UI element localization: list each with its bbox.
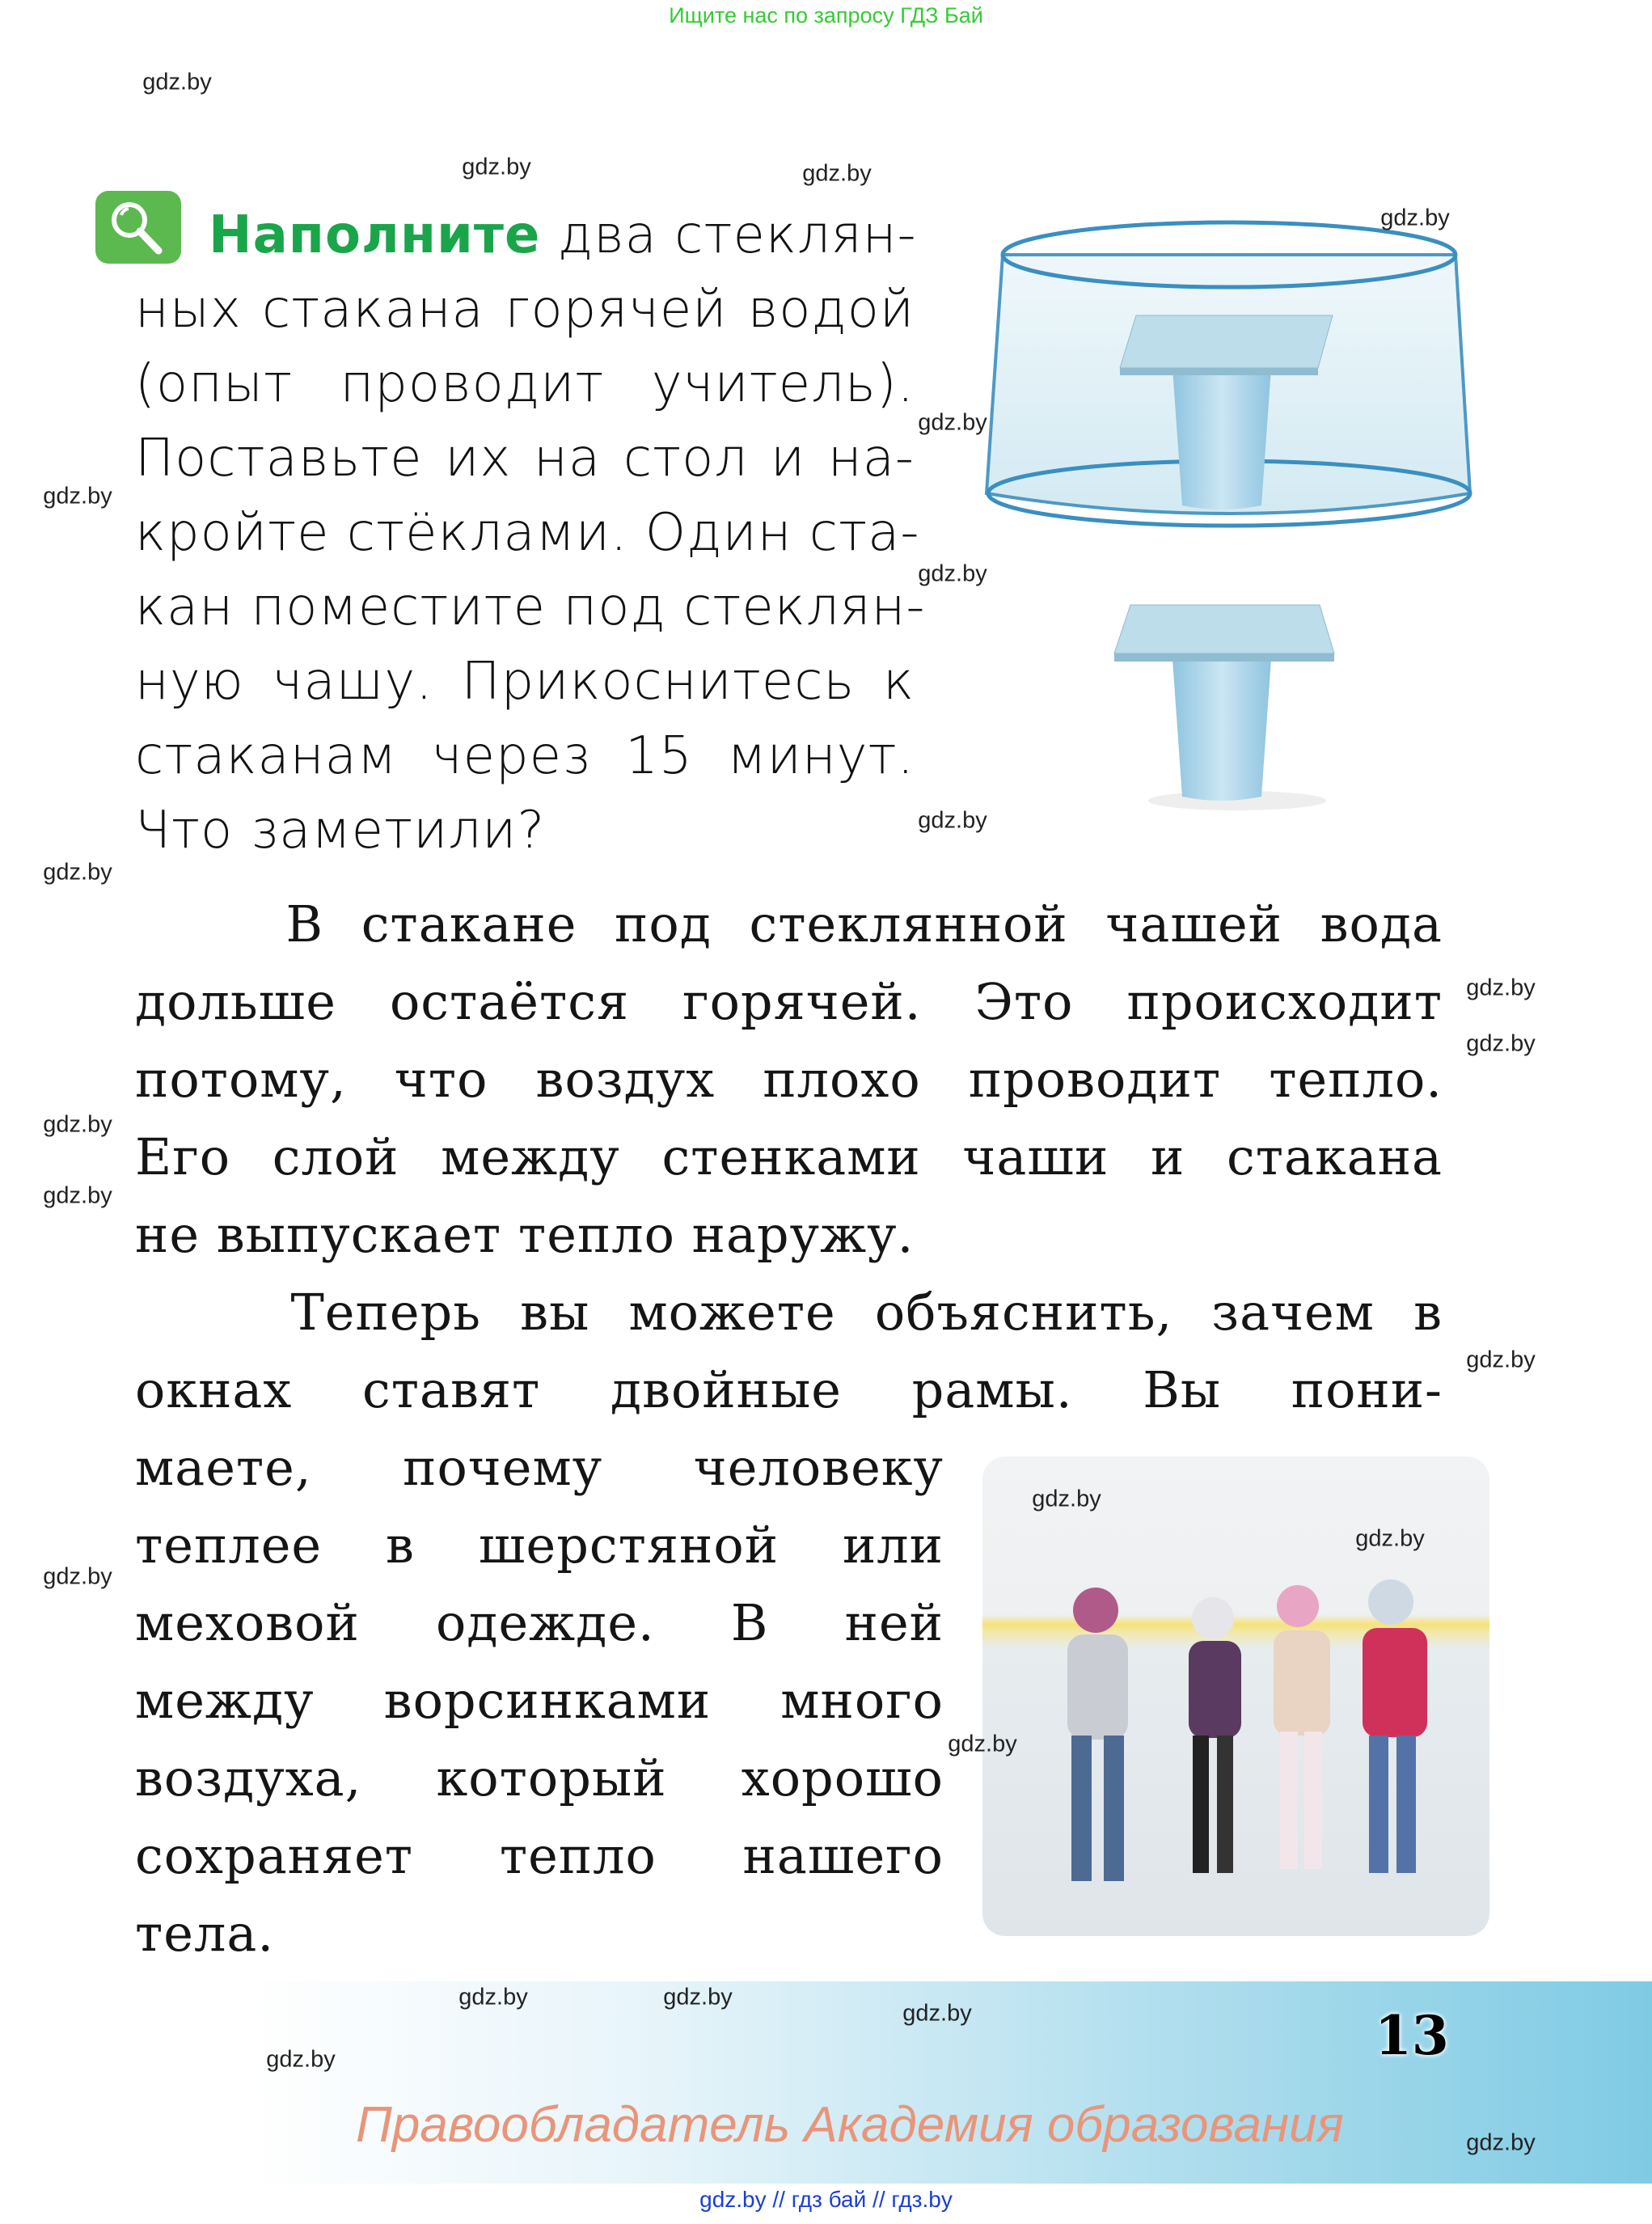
task-line: кройте стёклами. Один ста- (135, 503, 920, 563)
paragraph-line: В стакане под стеклянной чашей вода (135, 894, 1443, 953)
watermark-text: gdz.by (43, 483, 112, 509)
glass-under-bowl-illustration (978, 194, 1480, 534)
watermark-text: gdz.by (1466, 975, 1536, 1001)
watermark-text: gdz.by (43, 1563, 112, 1590)
watermark-text: gdz.by (1466, 1030, 1536, 1057)
paragraph-line: между ворсинками много (135, 1671, 944, 1730)
paragraph-line: потому, что воздух плохо проводит тепло. (135, 1050, 1443, 1109)
header-note: Ищите нас по запросу ГДЗ Бай (669, 3, 983, 27)
watermark-text: gdz.by (918, 409, 987, 436)
task-line: кан поместите под стеклян- (135, 577, 926, 637)
paragraph-line: сохраняет тепло нашего (135, 1826, 944, 1885)
watermark-text: gdz.by (1355, 1525, 1425, 1552)
glass-uncovered-illustration (1108, 598, 1350, 817)
paragraph-line: тела. (135, 1904, 275, 1963)
task-line: ную чашу. Прикоснитесь к (135, 652, 915, 712)
task-text: два стеклян- (540, 205, 917, 265)
watermark-text: gdz.by (43, 859, 112, 886)
task-line (209, 198, 915, 273)
paragraph-line: маете, почему человеку (135, 1438, 944, 1497)
paragraph-line: окнах ставят двойные рамы. Вы пони- (135, 1360, 1443, 1419)
task-line: ных стакана горячей водой (135, 280, 915, 340)
watermark-text: gdz.by (1380, 205, 1450, 231)
watermark-text: gdz.by (1466, 1347, 1536, 1373)
paragraph-line: Теперь вы можете объяснить, зачем в (135, 1283, 1443, 1342)
watermark-text: gdz.by (663, 1984, 733, 2010)
watermark-text: gdz.by (802, 160, 872, 187)
watermark-text: gdz.by (1466, 2129, 1536, 2156)
task-line: (опыт проводит учитель). (135, 354, 915, 414)
copyright-note: Правообладатель Академия образования (356, 2097, 1344, 2153)
watermark-text: gdz.by (1032, 1486, 1101, 1512)
watermark-text: gdz.by (43, 1182, 112, 1209)
watermark-text: gdz.by (43, 1111, 112, 1138)
watermark-text: gdz.by (266, 2046, 336, 2073)
magnifier-icon (95, 191, 181, 264)
page-number: 13 (1375, 2004, 1449, 2067)
task-lead: Наполните (209, 205, 541, 265)
task-line: Что заметили? (135, 801, 546, 860)
paragraph-line: Его слой между стенками чаши и стакана (135, 1127, 1443, 1186)
watermark-text: gdz.by (142, 69, 212, 95)
watermark-text: gdz.by (458, 1984, 528, 2010)
watermark-text: gdz.by (948, 1731, 1017, 1757)
paragraph-line: теплее в шерстяной или (135, 1516, 944, 1575)
watermark-text: gdz.by (902, 2000, 972, 2027)
paragraph-line: дольше остаётся горячей. Это происходит (135, 972, 1443, 1031)
paragraph-line: воздуха, который хорошо (135, 1748, 944, 1808)
watermark-text: gdz.by (918, 807, 987, 834)
bottom-links[interactable]: gdz.by // гдз бай // гдз.by (699, 2187, 953, 2212)
watermark-text: gdz.by (918, 560, 987, 587)
task-line: Поставьте их на стол и на- (135, 429, 915, 488)
paragraph-line: меховой одежде. В ней (135, 1593, 944, 1652)
paragraph-line: не выпускает тепло наружу. (135, 1205, 915, 1264)
watermark-text: gdz.by (462, 154, 531, 180)
task-line: стаканам через 15 минут. (135, 726, 915, 786)
